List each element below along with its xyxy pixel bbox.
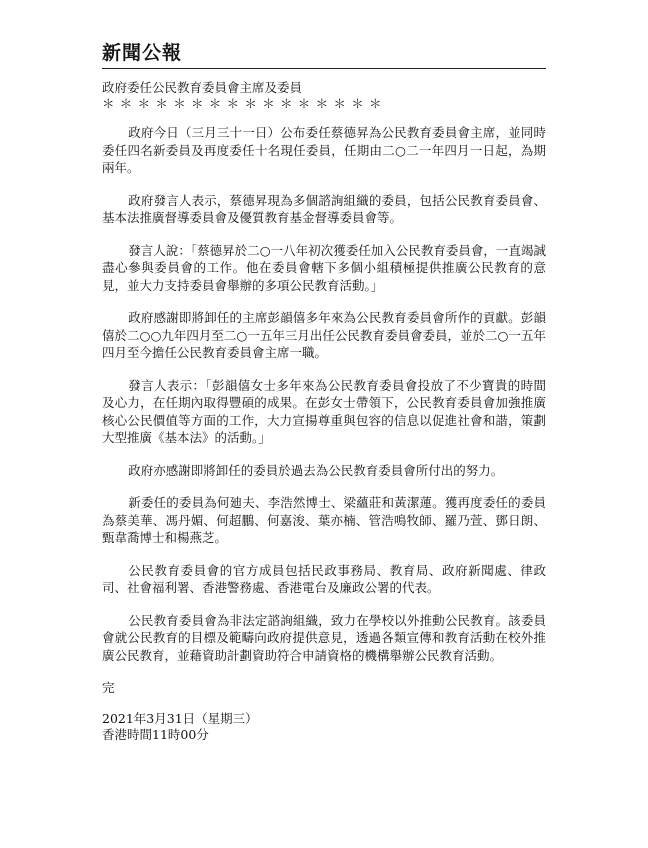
paragraph-7: 新委任的委員為何廸夫、李浩然博士、梁蘊莊和黃潔蓮。獲再度委任的委員為蔡美華、馮丹媚、何超鵬、何嘉浚、葉亦楠、管浩鳴牧師、羅乃萱、鄧日朗、甄韋喬博士和楊燕芝。 xyxy=(102,495,546,545)
release-time: 香港時間11時00分 xyxy=(102,727,209,742)
separator-stars: ＊＊＊＊＊＊＊＊＊＊＊＊＊＊＊＊ xyxy=(102,96,387,111)
end-mark: 完 xyxy=(102,680,115,695)
paragraph-3: 發言人說：「蔡德昇於二○一八年初次獲委任加入公民教育委員會，一直竭誠盡心參與委員會的工作。他在委員會轄下多個小組積極提供推廣公民教育的意見，並大力支持委員會舉辦的多項公民教育活動。」 xyxy=(102,242,546,293)
article-body xyxy=(102,124,546,664)
paragraph-4: 政府感謝即將卸任的主席彭韻僖多年來為公民教育委員會所作的貢獻。彭韻僖於二○○九年四月至二○一五年三月出任公民教育委員會委員，並於二○一五年四月至今擔任公民教育委員會主席一職。 xyxy=(102,310,546,360)
release-datetime xyxy=(102,711,546,743)
release-date: 2021年3月31日（星期三） xyxy=(102,711,258,726)
paragraph-9: 公民教育委員會為非法定諮詢組織，致力在學校以外推動公民教育。該委員會就公民教育的目標及範疇向政府提供意見，透過各類宣傳和教育活動在校外推廣公民教育，並藉資助計劃資助符合申請資格的機構舉辦公民教育活動。 xyxy=(102,612,546,663)
paragraph-1: 政府今日（三月三十一日）公布委任蔡德昇為公民教育委員會主席，並同時委任四名新委員及再度委任十名現任委員，任期由二○二一年四月一日起，為期兩年。 xyxy=(102,125,546,175)
paragraph-6: 政府亦感謝即將卸任的委員於過去為公民教育委員會所付出的努力。 xyxy=(128,462,504,478)
paragraph-8: 公民教育委員會的官方成員包括民政事務局、教育局、政府新聞處、律政司、社會福利署、香港警務處、香港電台及廉政公署的代表。 xyxy=(102,562,546,595)
paragraph-5: 發言人表示：「彭韻僖女士多年來為公民教育委員會投放了不少寶貴的時間及心力，在任期內取得豐碩的成果。在彭女士帶領下，公民教育委員會加強推廣核心公民價值等方面的工作，大力宣揚尊重與包容的信息以促進社會和諧，策劃大型推廣《基本法》的活動。」 xyxy=(102,377,546,445)
press-release-page xyxy=(102,40,546,743)
masthead: 新聞公報 xyxy=(102,40,546,69)
headline: 政府委任公民教育委員會主席及委員 xyxy=(102,80,303,95)
paragraph-2: 政府發言人表示，蔡德昇現為多個諮詢組織的委員，包括公民教育委員會、基本法推廣督導委員會及優質教育基金督導委員會等。 xyxy=(102,192,546,225)
